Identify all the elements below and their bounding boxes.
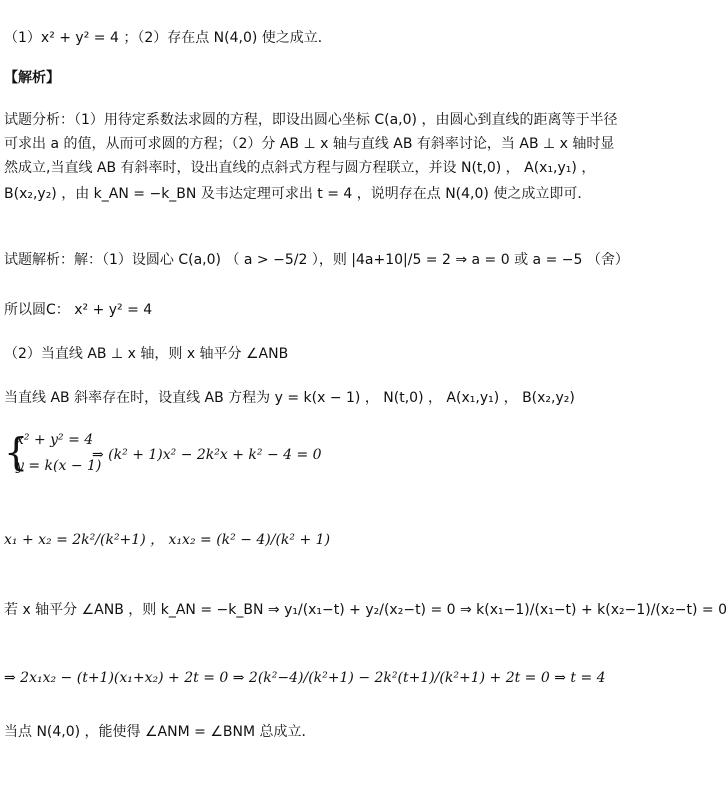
conclusion-line: 当点 N(4,0) ，能使得 ∠ANM = ∠BNM 总成立． [4,724,316,740]
part2-vertical-case: （2）当直线 AB ⊥ x 轴，则 x 轴平分 ∠ANB [4,346,289,362]
part2-slope-case: 当直线 AB 斜率存在时，设直线 AB 方程为 y = k(x − 1) ， N(t,0) ， A(x₁,y₁) ， B(x₂,y₂) [4,390,575,406]
analysis-line-2: 可求出 a 的值，从而可求圆的方程；（2）分 AB ⊥ x 轴与直线 AB 有斜率讨论，当 AB ⊥ x 轴时显 [4,136,615,152]
analysis-line-3: 然成立,当直线 AB 有斜率时，设出直线的点斜式方程与圆方程联立，并设 N(t,0) ， A(x₁,y₁) ， [4,160,596,176]
vieta-line: x₁ + x₂ = 2k²/(k²+1) ， x₁x₂ = (k² − 4)/(k² + 1) [4,532,331,548]
circle-equation-line: 所以圆C： x² + y² = 4 [4,302,153,318]
analysis-line-4: B(x₂,y₂) ，由 k_AN = −k_BN 及韦达定理可求出 t = 4 ，说明存在点 N(4,0) 使之成立即可． [4,186,592,202]
analysis-heading: 【解析】 [4,70,60,86]
answer-line: （1）x² + y² = 4 ；（2）存在点 N(4,0) 使之成立． [4,30,332,46]
system-result: ⇒ (k² + 1)x² − 2k²x + k² − 4 = 0 [92,447,322,463]
system-brace: { [4,430,29,474]
bisector-condition-line: 若 x 轴平分 ∠ANB ，则 k_AN = −k_BN ⇒ y₁/(x₁−t) + y₂/(x₂−t) = 0 ⇒ k(x₁−1)/(x₁−t) + k(x₂−1)/(x₂−t) = 0 [4,602,727,618]
analysis-line-1: 试题分析：（1）用待定系数法求圆的方程，即设出圆心坐标 C(a,0) ，由圆心到直线的距离等于半径 [4,112,618,128]
system-eq-1: x² + y² = 4 [16,432,94,448]
solution-line-1: 试题解析：解：（1）设圆心 C(a,0) （ a > −5/2 ），则 |4a+10|/5 = 2 ⇒ a = 0 或 a = −5 （舍） [4,252,629,268]
derivation-line: ⇒ 2x₁x₂ − (t+1)(x₁+x₂) + 2t = 0 ⇒ 2(k²−4)/(k²+1) − 2k²(t+1)/(k²+1) + 2t = 0 ⇒ t = 4 [4,670,606,686]
system-eq-2: y = k(x − 1) [16,458,102,474]
